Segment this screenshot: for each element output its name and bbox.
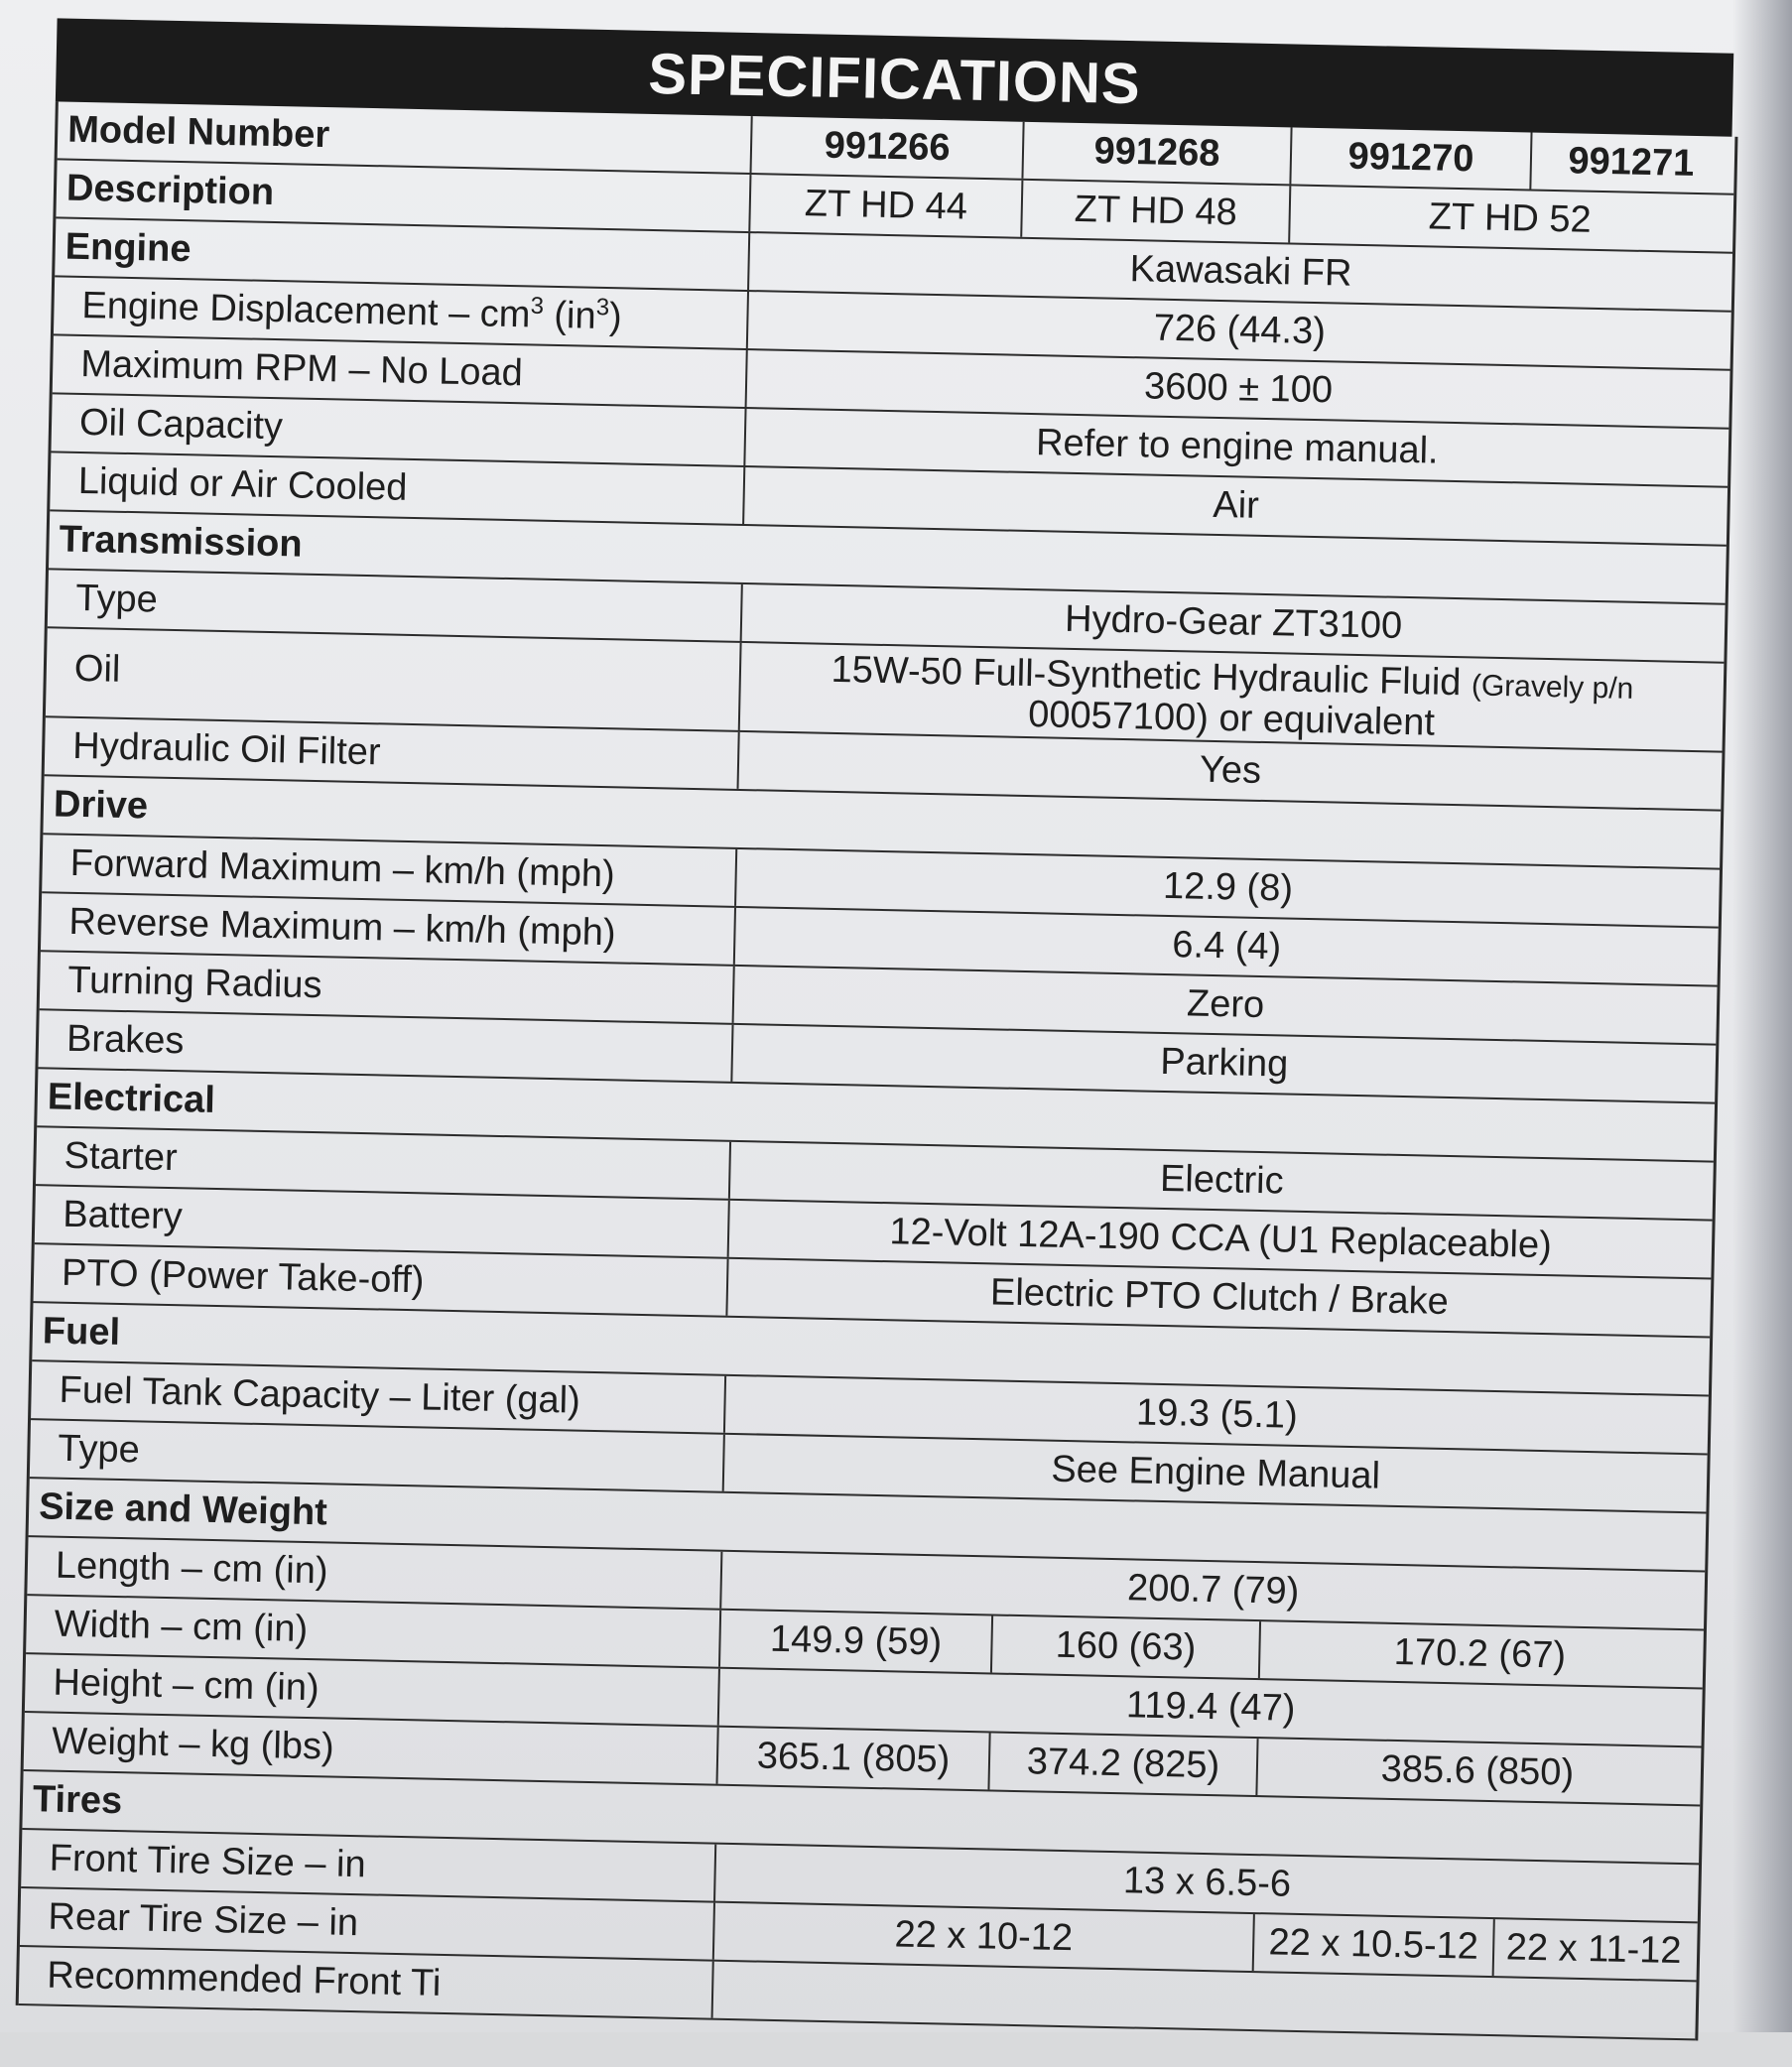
spec-table [16,101,1738,2040]
row-label: PTO (Power Take-off) [34,1244,729,1316]
row-label: Oil [46,628,742,730]
row-label: Maximum RPM – No Load [53,335,748,407]
row-value: See Engine Manual [1050,1448,1381,1497]
weight-value: 365.1 (805) [718,1728,991,1790]
row-label: Description [56,160,751,231]
page-title: SPECIFICATIONS [56,18,1733,136]
row-label: Brakes [38,1010,733,1082]
model-number: 991271 [1568,140,1695,185]
row-value: 12-Volt 12A-190 CCA (U1 Replaceable) [889,1211,1553,1267]
row-value: 726 (44.3) [1153,307,1327,353]
section-label: Size and Weight [38,1486,328,1534]
model-number: 991270 [1291,127,1532,189]
model-number: 991268 [1023,122,1292,185]
rear-tire-value: 22 x 11-12 [1505,1926,1683,1973]
row-label: Turning Radius [40,952,735,1023]
row-value: Kawasaki FR [1129,248,1352,295]
row-value: Hydro-Gear ZT3100 [1064,597,1403,647]
width-value: 149.9 (59) [720,1611,993,1673]
row-value: Refer to engine manual. [1035,422,1440,472]
section-label: Engine [55,218,750,290]
width-value: 170.2 (67) [1393,1630,1567,1677]
rear-tire-value: 22 x 10-12 [714,1903,1255,1971]
row-value: Yes [1199,748,1262,792]
row-label: Type [48,570,743,641]
row-label: Height – cm (in) [25,1654,720,1726]
row-label: Forward Maximum – km/h (mph) [42,835,737,906]
row-label: Recommended Front Ti [19,1947,714,2018]
section-label: Fuel [42,1310,121,1354]
row-label: Reverse Maximum – km/h (mph) [41,893,736,965]
row-value: Zero [1186,982,1265,1027]
row-label: Liquid or Air Cooled [50,452,745,524]
model-number: 991266 [752,116,1025,179]
row-label: Starter [36,1127,731,1199]
row-value: Electric PTO Clutch / Brake [989,1271,1450,1324]
row-value: Electric [1159,1157,1285,1203]
weight-value: 385.6 (850) [1380,1747,1575,1794]
page-edge-shadow [1732,0,1792,2032]
weight-value: 374.2 (825) [989,1733,1258,1795]
row-value: Air [1212,483,1260,527]
row-label: Hydraulic Oil Filter [45,717,740,789]
row-label: Width – cm (in) [26,1596,721,1667]
row-value: 3600 ± 100 [1143,365,1334,412]
row-value: 200.7 (79) [1126,1567,1300,1613]
row-value: 13 x 6.5-6 [1122,1860,1292,1905]
model-description: ZT HD 52 [1428,195,1593,241]
section-label: Tires [32,1778,123,1823]
row-value: 19.3 (5.1) [1135,1391,1299,1437]
row-label: Type [30,1420,725,1491]
section-label: Electrical [47,1076,216,1121]
row-label: Battery [35,1186,730,1257]
model-description: ZT HD 48 [1022,181,1291,243]
row-label: Model Number [58,101,753,173]
row-label: Engine Displacement – $cm^3$ $(in^3)$ [54,277,749,348]
row-label: Rear Tire Size – in [20,1888,715,1960]
section-label: Drive [53,783,149,828]
row-value: 6.4 (4) [1171,924,1282,969]
row-value: 15W-50 Full-Synthetic Hydraulic Fluid (Gravely p/n 00057100) or equivalent [831,648,1634,744]
width-value: 160 (63) [992,1615,1261,1678]
rear-tire-value: 22 x 10.5-12 [1254,1914,1495,1976]
row-value: 119.4 (47) [1125,1684,1296,1730]
row-value: 12.9 (8) [1162,864,1294,910]
row-label: Weight – kg (lbs) [24,1713,719,1784]
section-label: Transmission [59,518,303,566]
row-label: Oil Capacity [51,394,746,465]
model-description: ZT HD 44 [750,175,1023,237]
row-label: Length – cm (in) [27,1537,722,1609]
row-value: Parking [1159,1040,1289,1086]
row-label: Front Tire Size – in [21,1830,716,1901]
row-label: Fuel Tank Capacity – Liter (gal) [31,1361,726,1433]
